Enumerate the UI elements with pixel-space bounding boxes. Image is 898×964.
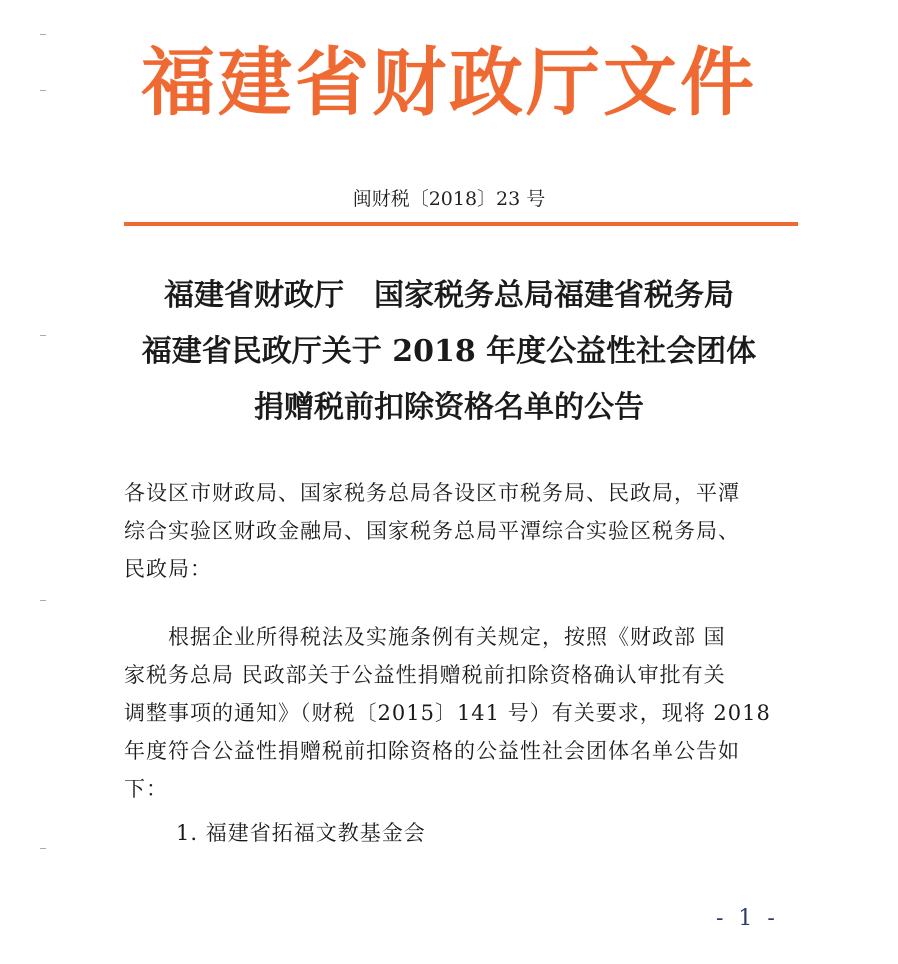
addressee-line: 综合实验区财政金融局、国家税务总局平潭综合实验区税务局、 — [124, 519, 740, 543]
paragraph-line: 家税务总局 民政部关于公益性捐赠税前扣除资格确认审批有关 — [124, 663, 726, 687]
red-divider-line — [124, 222, 798, 226]
paragraph-line: 调整事项的通知》（财税〔2015〕141 号）有关要求，现将 2018 — [124, 701, 771, 725]
margin-mark — [40, 600, 46, 601]
paragraph-line: 年度符合公益性捐赠税前扣除资格的公益性社会团体名单公告如 — [124, 739, 740, 763]
title-line: 福建省财政厅 国家税务总局福建省税务局 — [164, 278, 734, 313]
margin-mark — [40, 848, 46, 849]
body-paragraph — [124, 618, 804, 808]
title-line: 捐赠税前扣除资格名单的公告 — [254, 390, 644, 425]
announcement-title — [0, 268, 898, 436]
title-line: 福建省民政厅关于 2018 年度公益性社会团体 — [141, 334, 757, 369]
document-number: 闽财税〔2018〕23 号 — [352, 188, 546, 210]
list-item: 1. 福建省拓福文教基金会 — [176, 821, 426, 845]
addressee-block — [124, 474, 804, 588]
addressee-line: 各设区市财政局、国家税务总局各设区市税务局、民政局，平潭 — [124, 481, 740, 505]
addressee-line: 民政局： — [124, 557, 212, 581]
paragraph-line: 下： — [124, 777, 168, 801]
page-number: - 1 - — [716, 906, 779, 931]
margin-mark — [40, 34, 46, 35]
paragraph-line: 根据企业所得税法及实施条例有关规定，按照《财政部 国 — [124, 625, 726, 649]
document-header-title: 福建省财政厅文件 — [141, 40, 757, 126]
